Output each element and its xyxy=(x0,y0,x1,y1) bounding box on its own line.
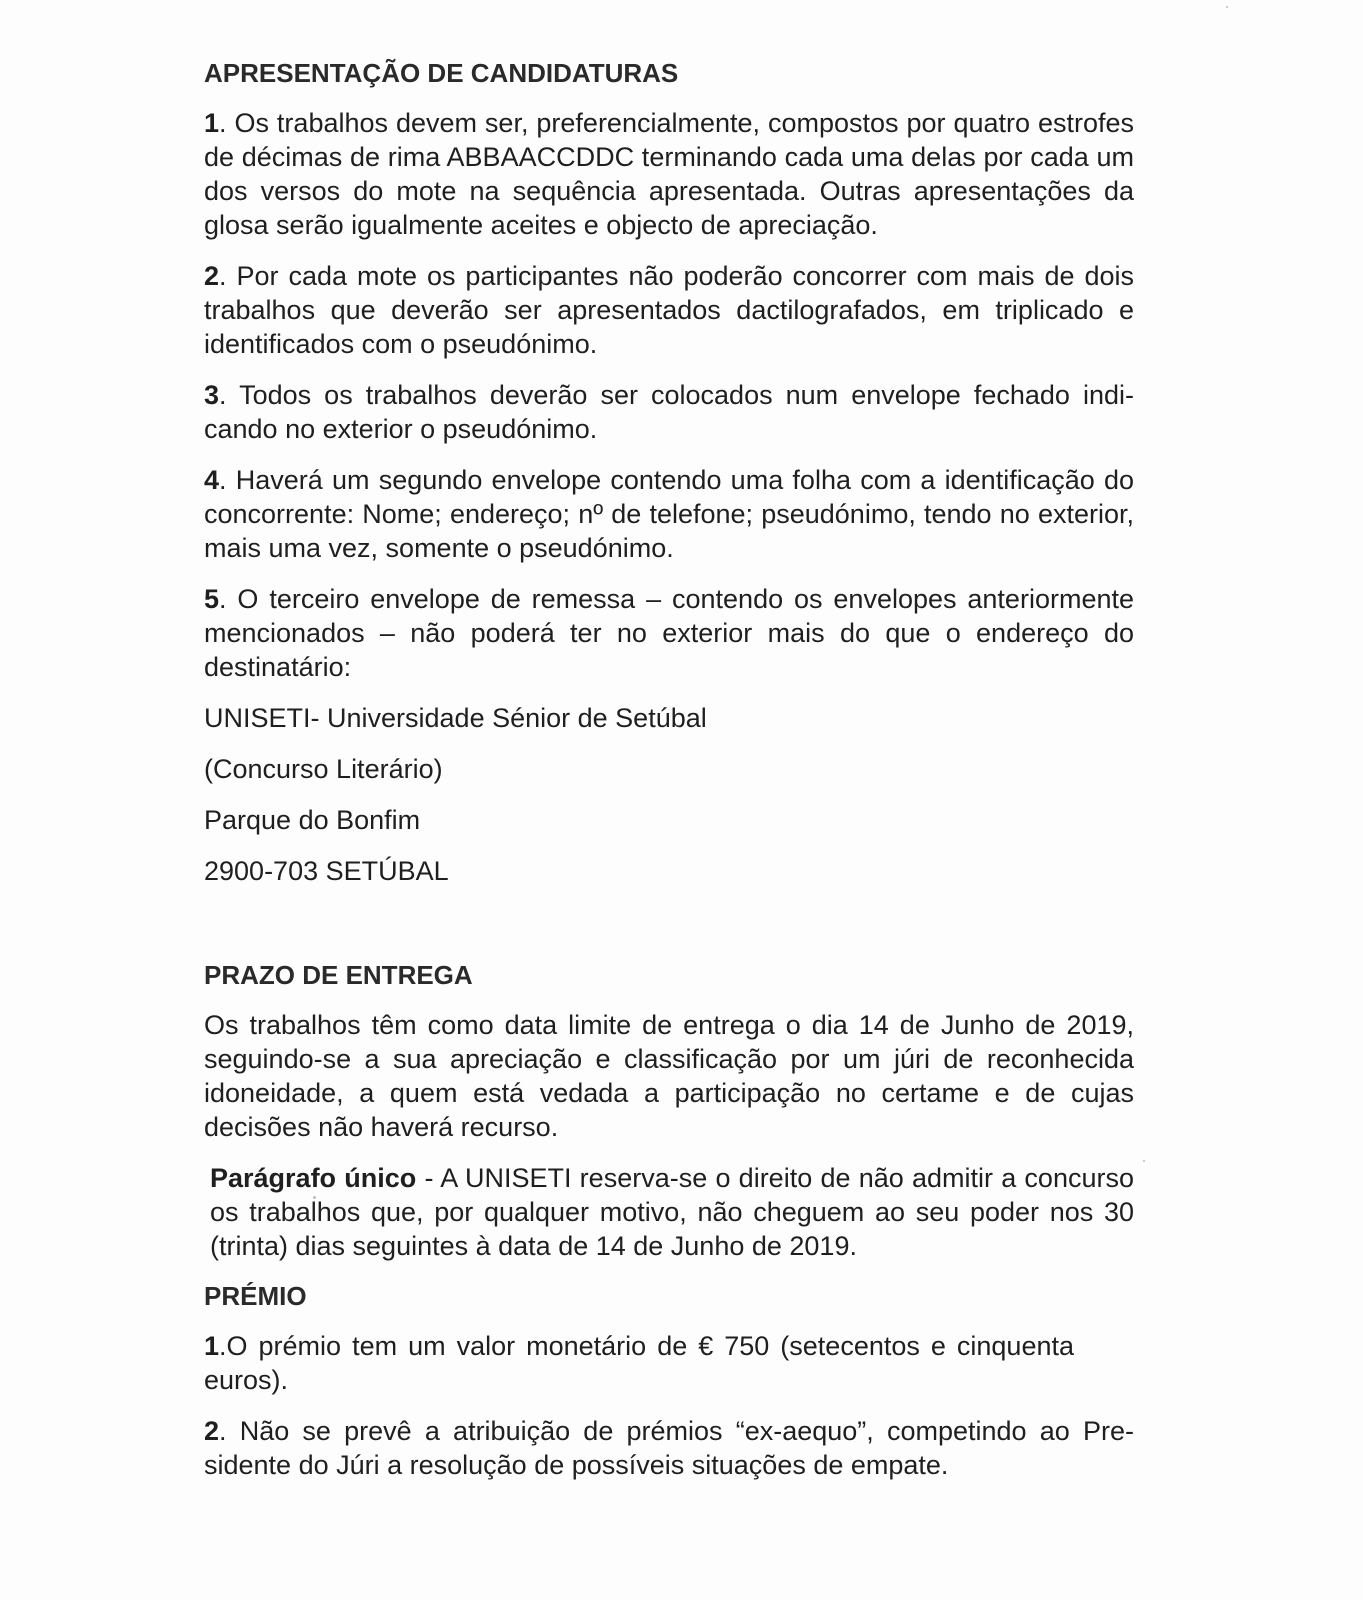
item-text: . Todos os trabalhos deverão ser colocados num envelope fechado indicando no exterior o pseudónimo. xyxy=(204,380,1134,444)
item-text: . Por cada mote os participantes não poderão concorrer com mais de dois trabalhos que deverão ser apresentados dactilografados, em triplicado e identificados com o pseudónimo. xyxy=(204,261,1134,359)
address-line: (Concurso Literário) xyxy=(204,754,443,784)
premio-item-1 xyxy=(204,1329,1134,1397)
candidaturas-item-5 xyxy=(204,582,1134,684)
scan-speck xyxy=(1226,6,1228,8)
item-number: 4 xyxy=(204,465,220,495)
address-line: 2900-703 SETÚBAL xyxy=(204,856,449,886)
item-text: . Não se prevê a atribuição de prémios “ex-aequo”, competindo ao Presidente do Júri a resolução de possíveis situações de empate. xyxy=(204,1416,1134,1480)
candidaturas-item-1 xyxy=(204,106,1134,242)
scan-speck xyxy=(1143,1160,1145,1162)
premio-item-2 xyxy=(204,1414,1134,1482)
candidaturas-item-4 xyxy=(204,463,1134,565)
item-number: 2 xyxy=(204,1416,220,1446)
heading-prazo: PRAZO DE ENTREGA xyxy=(204,960,473,990)
item-number: 2 xyxy=(204,261,220,291)
heading-candidaturas: APRESENTAÇÃO DE CANDIDATURAS xyxy=(204,58,679,88)
item-text: .O prémio tem um valor monetário de € 750 (setecentos e cinquenta euros). xyxy=(204,1331,1074,1395)
item-text: . O terceiro envelope de remessa – contendo os envelopes anteriormente mencionados – não poderá ter no exterior mais do que o endereço do destinatário: xyxy=(204,584,1134,682)
item-text: . Haverá um segundo envelope contendo uma folha com a identificação do concorrente: Nome; endereço; nº de telefone; pseudónimo, tendo no exterior, mais uma vez, somente o pseudónimo. xyxy=(204,465,1134,563)
item-number: 1 xyxy=(204,108,220,138)
item-number: 5 xyxy=(204,584,220,614)
prazo-paragraph: Os trabalhos têm como data limite de entrega o dia 14 de Junho de 2019, seguindo-se a sua apreciação e classificação por um júri de reconhecida idoneidade, a quem está vedada a participação no certame e de cujas decisões não haverá recurso. xyxy=(204,1010,1134,1142)
item-number: 3 xyxy=(204,380,220,410)
item-text: . Os trabalhos devem ser, preferencialmente, compostos por quatro estrofes de décimas de rima ABBAACCDDC terminando cada uma delas por cada um dos versos do mote na sequência apresentada. Outras apresentações da glosa serão igualmente aceites e objecto de apreciação. xyxy=(204,108,1134,240)
candidaturas-item-2 xyxy=(204,259,1134,361)
item-number: 1 xyxy=(204,1331,220,1361)
address-line: UNISETI- Universidade Sénior de Setúbal xyxy=(204,703,707,733)
paragrafo-unico xyxy=(204,1161,1134,1263)
paragrafo-unico-text: - A UNISETI reserva-se o direito de não admitir a concurso os trabalhos que, por qualquer motivo, não cheguem ao seu poder nos 30 (trinta) dias seguintes à data de 14 de Junho de 2019. xyxy=(210,1163,1134,1261)
address-line: Parque do Bonfim xyxy=(204,805,421,835)
candidaturas-item-3 xyxy=(204,378,1134,446)
heading-premio: PRÉMIO xyxy=(204,1281,307,1311)
paragrafo-unico-label: Parágrafo único xyxy=(210,1163,417,1193)
document-content xyxy=(204,56,1134,1482)
